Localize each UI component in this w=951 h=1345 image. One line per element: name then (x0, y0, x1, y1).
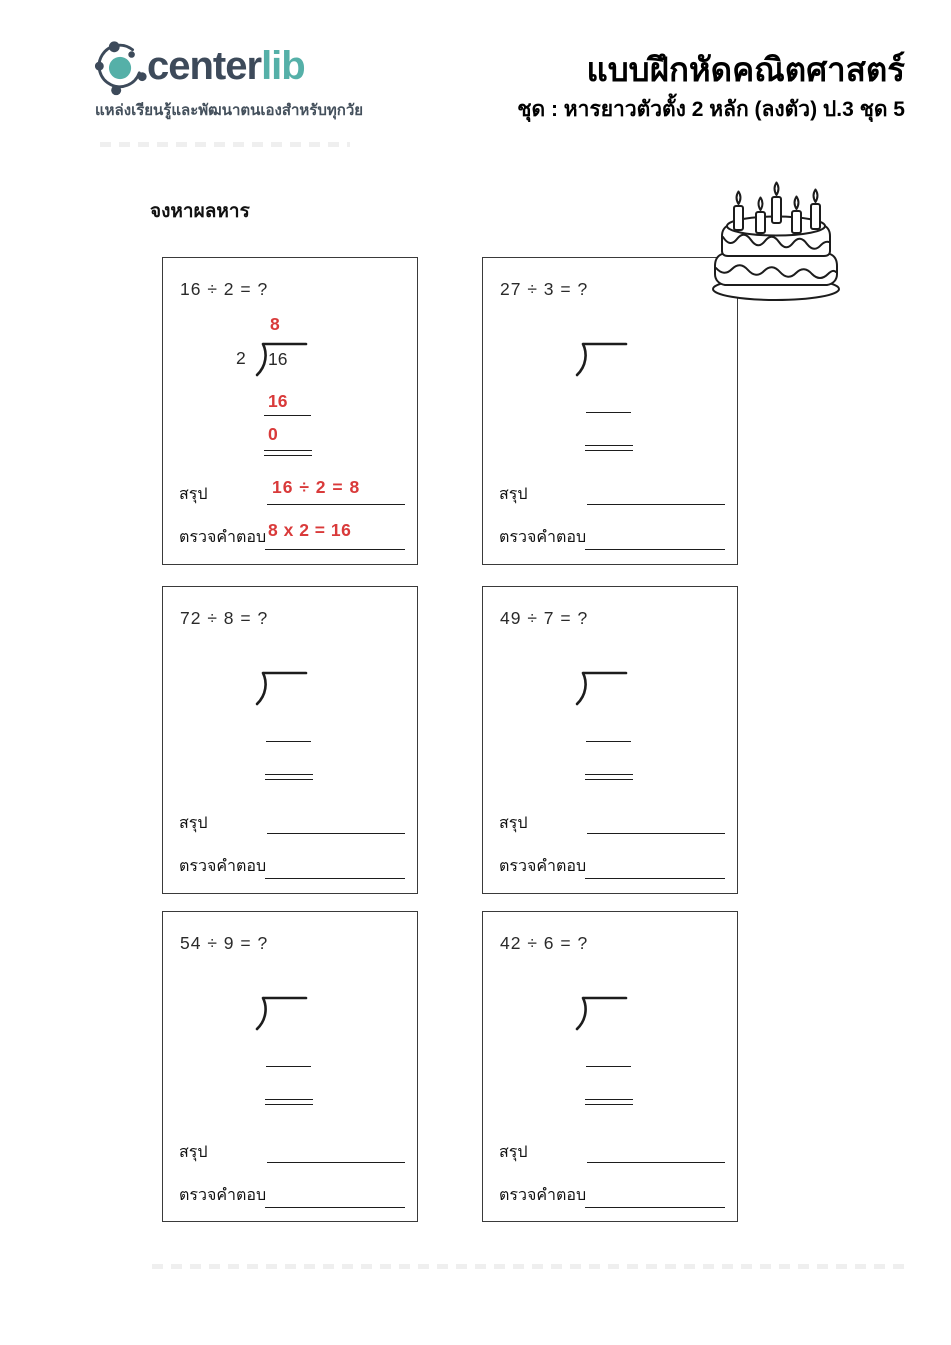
problem-question: 27 ÷ 3 = ? (500, 279, 589, 299)
page-subtitle: ชุด : หารยาวตัวตั้ง 2 หลัก (ลงตัว) ป.3 ชุด 5 (517, 97, 905, 121)
summary-answer-line (587, 1162, 725, 1163)
long-division-bracket-icon (570, 669, 628, 707)
result-double-rule (585, 445, 633, 451)
long-division-bracket-icon (570, 340, 628, 378)
problem-box-1 (162, 257, 418, 565)
summary-label: สรุป (499, 1144, 528, 1161)
check-label: ตรวจคำตอบ (499, 858, 587, 875)
faded-print-artifact-bottom (152, 1264, 908, 1269)
problem-question: 49 ÷ 7 = ? (500, 608, 589, 628)
check-label: ตรวจคำตอบ (499, 529, 587, 546)
problem-box-5 (162, 911, 418, 1222)
faded-print-artifact-top (100, 142, 350, 147)
problem-question: 54 ÷ 9 = ? (180, 933, 269, 953)
result-double-rule (265, 774, 313, 780)
work-subtract-value: 16 (268, 391, 288, 411)
brand-name-primary: center (147, 44, 262, 88)
check-answer-line (585, 549, 725, 550)
summary-label: สรุป (499, 486, 528, 503)
problem-question: 16 ÷ 2 = ? (180, 279, 269, 299)
work-rule (586, 412, 631, 413)
long-division-bracket-icon (250, 669, 308, 707)
divisor-value: 2 (236, 348, 246, 368)
problem-box-2 (482, 257, 738, 565)
problem-box-3 (162, 586, 418, 894)
brand-name-accent: lib (261, 44, 305, 88)
summary-answer-line (267, 1162, 405, 1163)
summary-label: สรุป (179, 486, 208, 503)
dividend-value: 16 (268, 349, 288, 369)
check-label: ตรวจคำตอบ (179, 529, 267, 546)
check-answer: 8 x 2 = 16 (268, 520, 352, 540)
work-rule (266, 741, 311, 742)
result-double-rule (585, 774, 633, 780)
problem-box-6 (482, 911, 738, 1222)
summary-label: สรุป (179, 815, 208, 832)
work-rule (264, 415, 311, 416)
header-titles (517, 50, 905, 126)
result-double-rule (264, 450, 312, 456)
check-answer-line (265, 878, 405, 879)
quotient-value: 8 (270, 314, 280, 334)
work-rule (586, 1066, 631, 1067)
problem-question: 72 ÷ 8 = ? (180, 608, 269, 628)
brand-wordmark (147, 46, 305, 86)
instruction-heading: จงหาผลหาร (150, 201, 250, 222)
summary-answer-line (267, 504, 405, 505)
result-double-rule (265, 1099, 313, 1105)
long-division-bracket-icon (250, 994, 308, 1032)
check-answer-line (265, 549, 405, 550)
logo (95, 38, 395, 128)
check-answer-line (265, 1207, 405, 1208)
check-answer-line (585, 1207, 725, 1208)
summary-answer-line (587, 504, 725, 505)
work-remainder-value: 0 (268, 424, 278, 444)
summary-answer: 16 ÷ 2 = 8 (272, 477, 361, 497)
problem-question: 42 ÷ 6 = ? (500, 933, 589, 953)
page-title: แบบฝึกหัดคณิตศาสตร์ (586, 51, 905, 88)
check-label: ตรวจคำตอบ (179, 1187, 267, 1204)
check-label: ตรวจคำตอบ (499, 1187, 587, 1204)
brand-tagline: แหล่งเรียนรู้และพัฒนาตนเองสำหรับทุกวัย (95, 102, 364, 119)
problem-box-4 (482, 586, 738, 894)
work-rule (266, 1066, 311, 1067)
result-double-rule (585, 1099, 633, 1105)
summary-answer-line (587, 833, 725, 834)
summary-label: สรุป (499, 815, 528, 832)
summary-answer-line (267, 833, 405, 834)
check-label: ตรวจคำตอบ (179, 858, 267, 875)
work-rule (586, 741, 631, 742)
summary-label: สรุป (179, 1144, 208, 1161)
check-answer-line (585, 878, 725, 879)
long-division-bracket-icon (570, 994, 628, 1032)
logo-network-icon (95, 40, 147, 96)
birthday-cake-icon (706, 180, 848, 304)
